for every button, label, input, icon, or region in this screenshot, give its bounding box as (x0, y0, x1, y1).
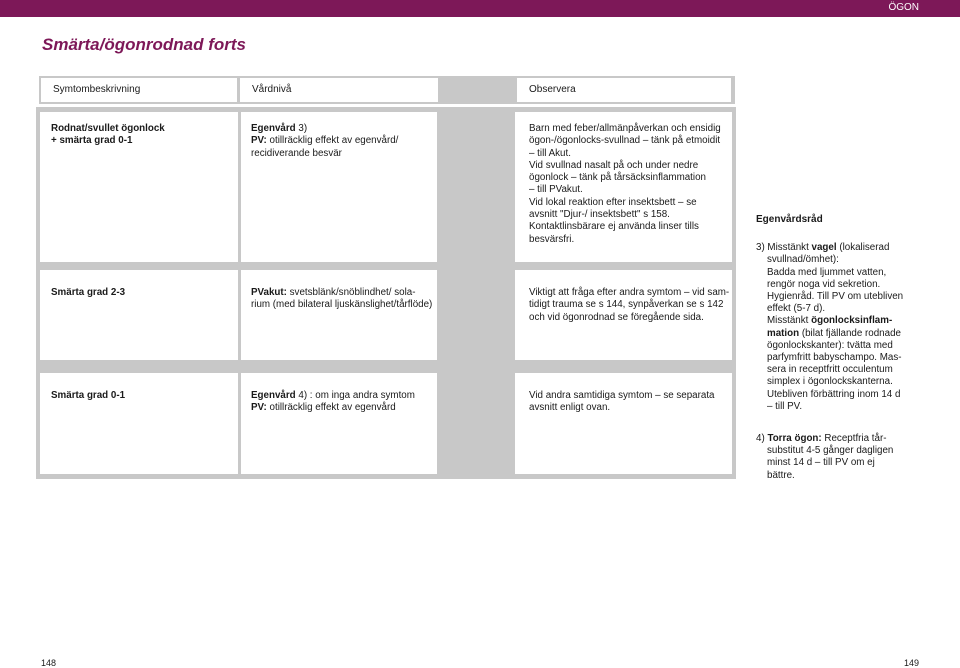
row2-symptom-box (40, 270, 238, 360)
row3-observe: Vid andra samtidiga symtom – se separata avsnitt enligt ovan. (529, 390, 715, 414)
advice-heading: Egenvårdsråd (756, 214, 823, 225)
section-label: ÖGON (888, 2, 919, 13)
row1-symptom: Rodnat/svullet ögonlock + smärta grad 0-1 (51, 123, 165, 147)
page-number-left: 148 (41, 658, 57, 668)
row3-observe-box (515, 373, 732, 474)
row3-symptom-box (40, 373, 238, 474)
page-number-right: 149 (904, 658, 920, 668)
row2-care-box (241, 270, 437, 360)
row2-observe: Viktigt att fråga efter andra symtom – vid sam- tidigt trauma se s 144, synpåverkan se s 142 och vid ögonrodnad se föregående sida. (529, 287, 730, 323)
row1-care-level: Egenvård 3) PV: otillräcklig effekt av egenvård/ recidiverande besvär (251, 123, 399, 159)
self-care-advice (756, 214, 934, 482)
row2-symptom: Smärta grad 2-3 (51, 287, 126, 298)
column-header-symptom: Symtombeskrivning (41, 78, 237, 102)
row1-observe: Barn med feber/allmänpåverkan och ensidig ögon-/ögonlocks-svullnad – tänk på etmoidit – till Akut. Vid svullnad nasalt på och under nedre ögonlock – tänk på tårsäcksinflammation – till PVakut. Vid lokal reaktion efter insektsbett – se avsnitt "Djur-/ insektsbett" s 158. Kontaktlinsbärare ej använda linser tills besvärsfri. (529, 123, 721, 245)
top-bar (0, 0, 960, 17)
advice-item-4: 4) Torra ögon: Receptfria tår- substitut 4-5 gånger dagligen minst 14 d – till PV om ej bättre. (756, 433, 894, 481)
column-header-care-level: Vårdnivå (240, 78, 438, 102)
page-title: Smärta/ögonrodnad forts (42, 35, 247, 54)
row3-care-box (241, 373, 437, 474)
row3-symptom: Smärta grad 0-1 (51, 390, 126, 401)
column-header-band (39, 76, 735, 104)
column-header-observe: Observera (517, 78, 731, 102)
row2-care-level: PVakut: svetsblänk/snöblindhet/ sola- rium (med bilateral ljuskänslighet/tårflöde) (251, 287, 433, 311)
row3-care-level: Egenvård 4) : om inga andra symtom PV: otillräcklig effekt av egenvård (251, 390, 415, 414)
advice-item-3: 3) Misstänkt vagel (lokaliserad svullnad/ömhet): Badda med ljummet vatten, rengör noga vid sekretion. Hygienråd. Till PV om utebliven effekt (5-7 d). Misstänkt ögonlocksinflam- mation (bilat fjällande rodnade ögonlockskanter): tvätta med parfymfritt babyschampo. Mas- sera in receptfritt occulentum simplex i ögonlockskanterna. Utebliven förbättring inom 14 d – till PV. (756, 242, 904, 412)
